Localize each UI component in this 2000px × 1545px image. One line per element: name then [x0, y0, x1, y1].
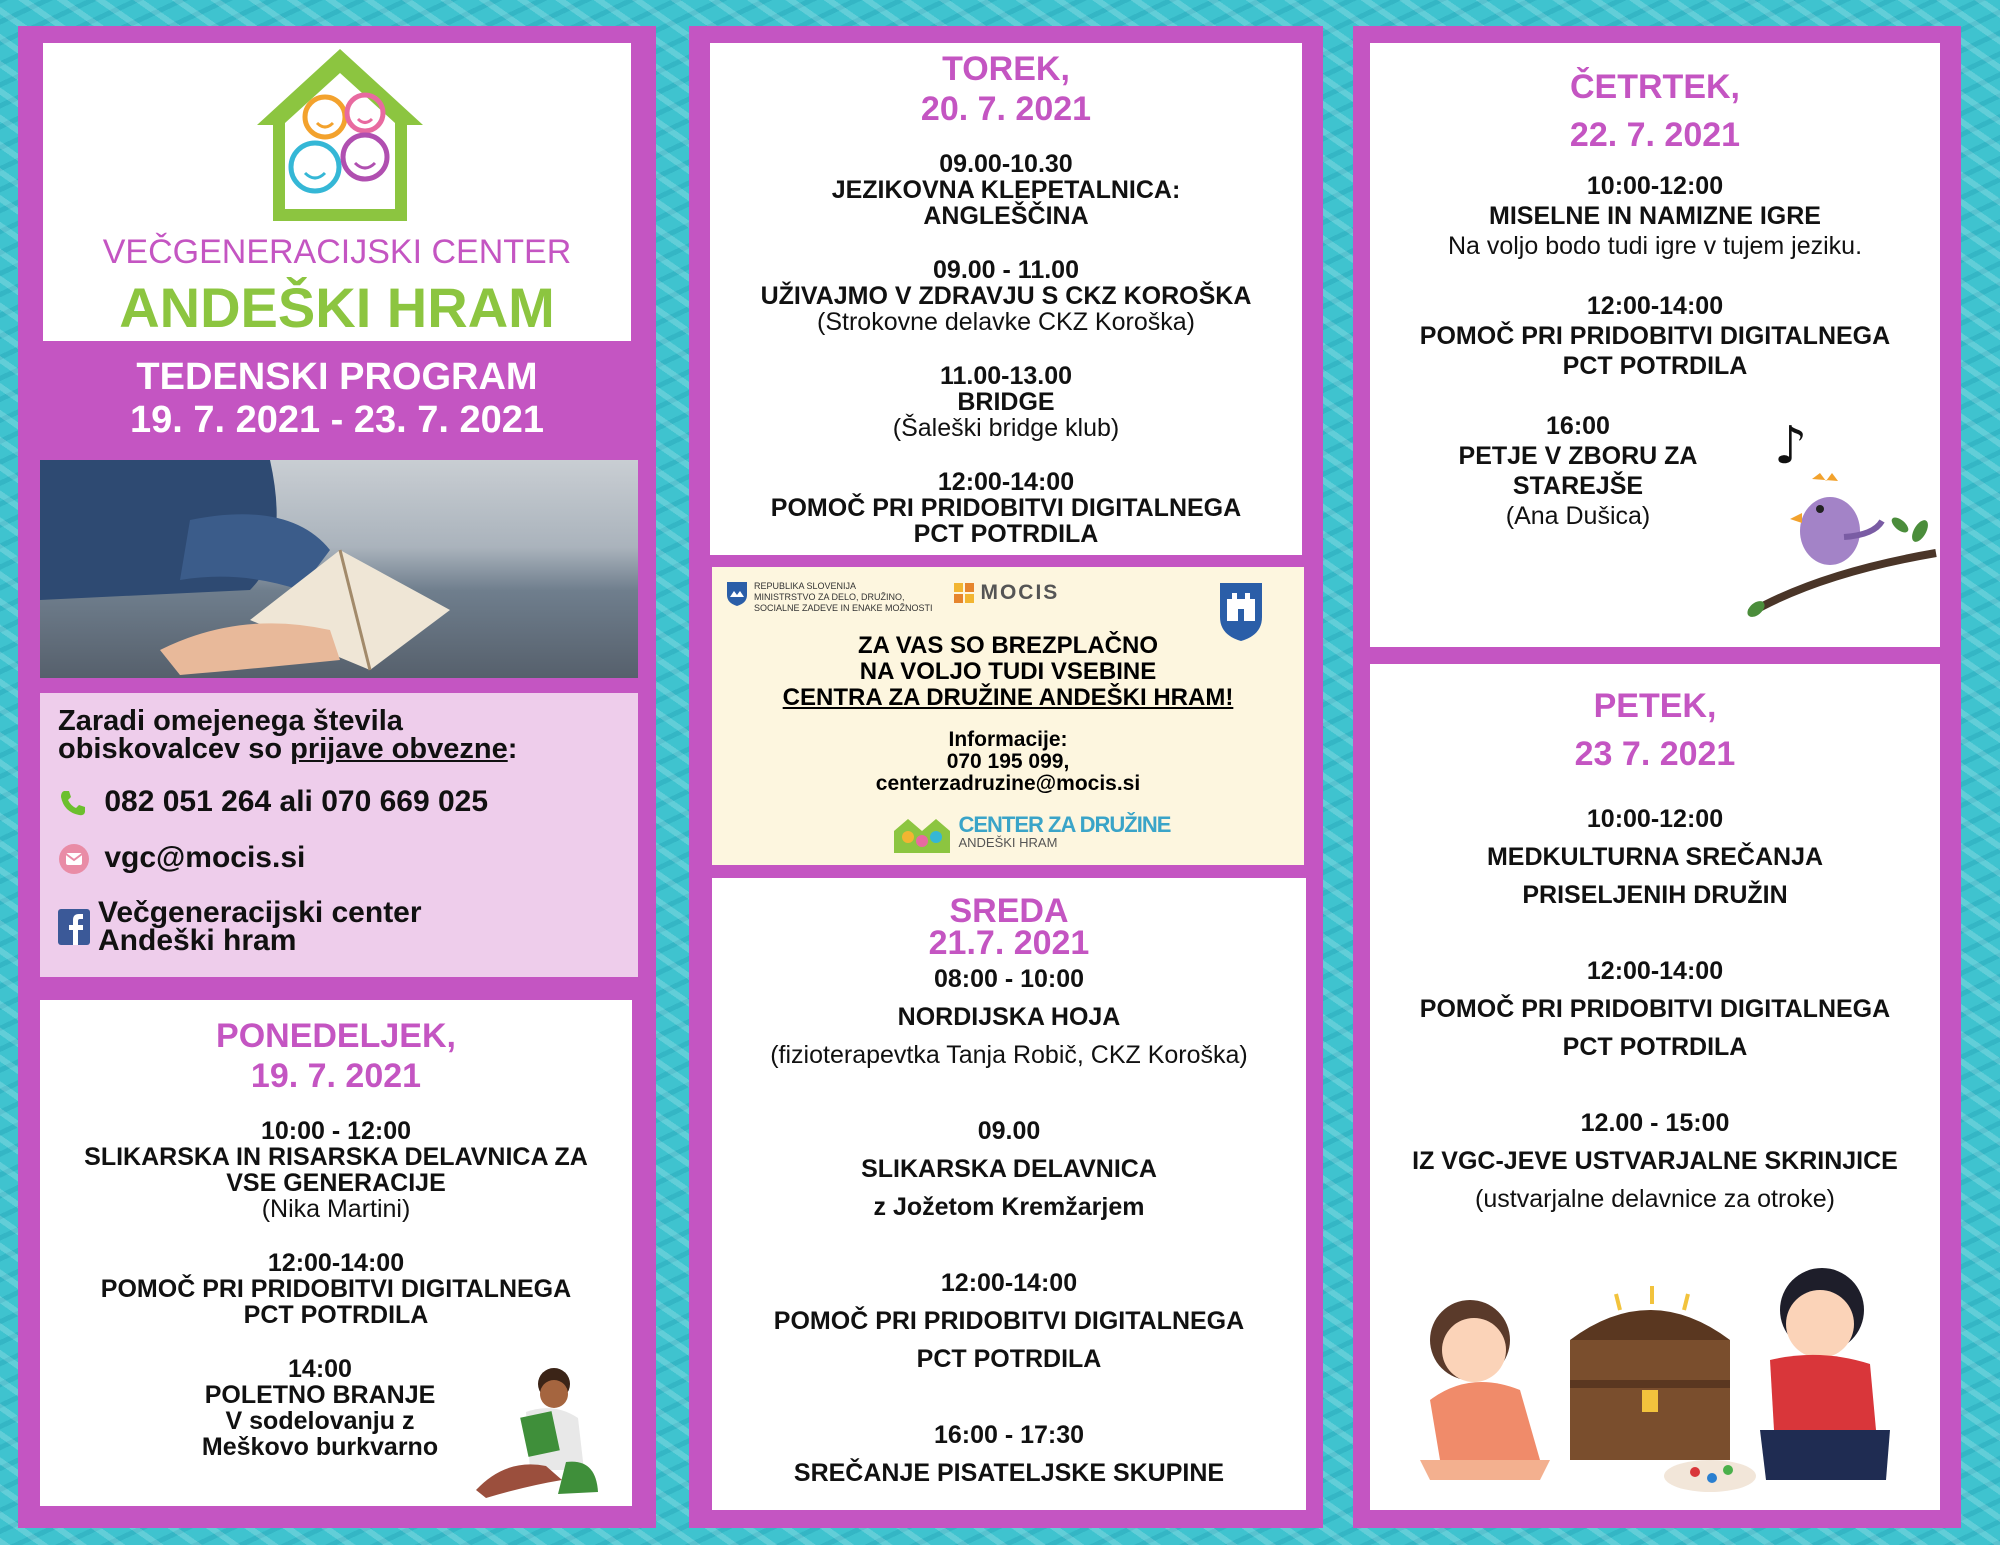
friday-date: 23 7. 2021	[1574, 735, 1736, 773]
monday-title: PONEDELJEK,	[216, 1017, 456, 1055]
mocis-message-line1: ZA VAS SO BREZPLAČNO	[857, 632, 1158, 659]
tuesday-e1-time: 09.00-10.30	[939, 150, 1073, 178]
friday-e1-title1: MEDKULTURNA SREČANJA	[1486, 843, 1824, 871]
thursday-panel	[1370, 43, 1940, 647]
cz-brand-line1: CENTER ZA DRUŽINE	[958, 812, 1171, 837]
wednesday-e4-time: 16:00 - 17:30	[933, 1421, 1085, 1449]
friday-e3-title: IZ VGC-JEVE USTVARJALNE SKRINJICE	[1412, 1147, 1898, 1175]
tuesday-e3-host: (Šaleški bridge klub)	[892, 414, 1120, 442]
facebook-page-line2[interactable]: Andeški hram	[98, 924, 297, 957]
facebook-page-line1[interactable]: Večgeneracijski center	[98, 896, 422, 929]
monday-e3-title1: POLETNO BRANJE	[204, 1381, 436, 1409]
wednesday-panel	[712, 878, 1306, 1510]
email-address[interactable]: vgc@mocis.si	[104, 841, 306, 874]
tuesday-e3-time: 11.00-13.00	[939, 362, 1073, 390]
reading-photo	[40, 460, 638, 678]
cz-brand-line2: ANDEŠKI HRAM	[958, 835, 1058, 850]
wednesday-e1-title: NORDIJSKA HOJA	[897, 1003, 1121, 1031]
friday-e2-time: 12:00-14:00	[1586, 957, 1724, 985]
thursday-date: 22. 7. 2021	[1569, 116, 1741, 154]
thursday-e3-title2: STAREJŠE	[1512, 472, 1644, 500]
wednesday-title: SREDA	[949, 892, 1069, 930]
intro-text: obiskovalcev so	[58, 733, 291, 765]
thursday-e2-title2: PCT POTRDILA	[1562, 352, 1748, 380]
contact-intro-line1: Zaradi omejenega števila	[58, 705, 403, 737]
monday-e1-title2: VSE GENERACIJE	[226, 1169, 446, 1197]
phone-icon	[58, 788, 88, 818]
wednesday-e1-host: (fizioterapevtka Tanja Robič, CKZ Koroška)	[770, 1041, 1248, 1069]
info-email[interactable]: centerzadruzine@mocis.si	[875, 772, 1141, 795]
svg-text:♪: ♪	[1774, 416, 1808, 476]
logo-panel	[43, 43, 631, 341]
phone-row	[58, 785, 488, 819]
intro-colon: :	[507, 733, 518, 765]
mocis-brand: MOCIS	[980, 581, 1060, 604]
tuesday-e1-title2: ANGLEŠČINA	[923, 202, 1089, 230]
kids-treasure-chest-illustration	[1390, 1240, 1920, 1500]
thursday-e2-time: 12:00-14:00	[1586, 292, 1724, 320]
mocis-info-box	[712, 567, 1304, 865]
registration-required-link[interactable]: prijave obvezne	[290, 733, 508, 765]
wednesday-e3-title2: PCT POTRDILA	[916, 1345, 1102, 1373]
tuesday-e4-time: 12:00-14:00	[937, 468, 1075, 496]
monday-e3-time: 14:00	[288, 1355, 352, 1383]
mocis-message-link[interactable]: CENTRA ZA DRUŽINE ANDEŠKI HRAM!	[782, 684, 1234, 711]
wednesday-e2-host: z Jožetom Kremžarjem	[873, 1193, 1145, 1221]
ministry-line3: SOCIALNE ZADEVE IN ENAKE MOŽNOSTI	[754, 603, 933, 613]
friday-e2-title1: POMOČ PRI PRIDOBITVI DIGITALNEGA	[1419, 995, 1891, 1023]
ministry-line1: REPUBLIKA SLOVENIJA	[754, 581, 857, 591]
monday-e2-title2: PCT POTRDILA	[243, 1301, 429, 1329]
email-row	[58, 841, 305, 875]
tuesday-date: 20. 7. 2021	[920, 90, 1092, 128]
thursday-e3-host: (Ana Dušica)	[1505, 502, 1651, 530]
facebook-row	[58, 896, 422, 957]
friday-e3-note: (ustvarjalne delavnice za otroke)	[1475, 1185, 1835, 1213]
monday-e3-title2: V sodelovanju z	[225, 1407, 415, 1435]
thursday-e1-title: MISELNE IN NAMIZNE IGRE	[1489, 202, 1821, 230]
friday-panel	[1370, 664, 1940, 1510]
tuesday-e4-title1: POMOČ PRI PRIDOBITVI DIGITALNEGA	[770, 494, 1242, 522]
tuesday-e2-time: 09.00 - 11.00	[933, 256, 1079, 284]
monday-e1-title1: SLIKARSKA IN RISARSKA DELAVNICA ZA	[84, 1143, 588, 1171]
wednesday-e2-time: 09.00	[977, 1117, 1041, 1145]
mocis-logo	[952, 581, 1059, 605]
monday-e3-title3: Meškovo burkvarno	[201, 1433, 439, 1461]
wednesday-e4-title: SREČANJE PISATELJSKE SKUPINE	[793, 1459, 1225, 1487]
contact-intro-line2	[58, 735, 517, 763]
tuesday-panel	[710, 43, 1302, 555]
tuesday-e2-title1: UŽIVAJMO V ZDRAVJU S CKZ KOROŠKA	[760, 282, 1252, 310]
monday-e2-title1: POMOČ PRI PRIDOBITVI DIGITALNEGA	[100, 1275, 572, 1303]
thursday-e3-title1: PETJE V ZBORU ZA	[1458, 442, 1698, 470]
program-dates: 19. 7. 2021 - 23. 7. 2021	[129, 399, 545, 441]
program-title: TEDENSKI PROGRAM	[136, 356, 538, 398]
singing-bird-illustration	[1740, 413, 1940, 633]
thursday-e2-title1: POMOČ PRI PRIDOBITVI DIGITALNEGA	[1419, 322, 1891, 350]
center-za-druzine-logo	[890, 813, 1170, 855]
friday-e2-title2: PCT POTRDILA	[1562, 1033, 1748, 1061]
tuesday-e4-title2: PCT POTRDILA	[913, 520, 1099, 548]
wednesday-date: 21.7. 2021	[928, 924, 1090, 962]
contact-intro	[58, 707, 517, 763]
thursday-e1-note: Na voljo bodo tudi igre v tujem jeziku.	[1447, 232, 1863, 260]
friday-e1-time: 10:00-12:00	[1586, 805, 1724, 833]
info-label: Informacije:	[948, 728, 1068, 751]
tuesday-e1-title1: JEZIKOVNA KLEPETALNICA:	[831, 176, 1181, 204]
friday-e3-time: 12.00 - 15:00	[1580, 1109, 1730, 1137]
phone-number[interactable]: 082 051 264 ali 070 669 025	[104, 785, 489, 818]
org-name-line1: VEČGENERACIJSKI CENTER	[102, 233, 572, 271]
monday-e2-time: 12:00-14:00	[267, 1249, 405, 1277]
facebook-icon	[58, 909, 90, 945]
thursday-e1-time: 10:00-12:00	[1586, 172, 1724, 200]
ministry-label	[754, 581, 933, 614]
reading-girl-illustration	[466, 1362, 606, 1502]
mocis-logo-icon	[952, 581, 976, 605]
thursday-title: ČETRTEK,	[1570, 68, 1740, 106]
contact-box	[40, 693, 638, 977]
info-phone[interactable]: 070 195 099,	[946, 750, 1070, 773]
tuesday-title: TOREK,	[942, 50, 1070, 88]
slovenia-coat-of-arms-icon	[726, 581, 748, 607]
friday-e1-title2: PRISELJENIH DRUŽIN	[1522, 881, 1788, 909]
wednesday-e3-title1: POMOČ PRI PRIDOBITVI DIGITALNEGA	[773, 1307, 1245, 1335]
family-house-icon	[890, 813, 954, 855]
tuesday-e2-host: (Strokovne delavke CKZ Koroška)	[817, 308, 1195, 336]
house-logo	[255, 45, 425, 225]
monday-date: 19. 7. 2021	[250, 1057, 422, 1095]
wednesday-e2-title: SLIKARSKA DELAVNICA	[861, 1155, 1157, 1183]
monday-e1-host: (Nika Martini)	[261, 1195, 411, 1223]
monday-e1-time: 10:00 - 12:00	[260, 1117, 412, 1145]
friday-title: PETEK,	[1593, 687, 1717, 725]
email-icon	[58, 843, 90, 875]
mocis-message-line2: NA VOLJO TUDI VSEBINE	[859, 658, 1157, 685]
tuesday-e3-title1: BRIDGE	[957, 388, 1055, 416]
thursday-e3-time: 16:00	[1546, 412, 1610, 440]
monday-panel	[40, 1000, 632, 1506]
wednesday-e3-time: 12:00-14:00	[940, 1269, 1078, 1297]
org-name-line2: ANDEŠKI HRAM	[119, 276, 555, 339]
ministry-line2: MINISTRSTVO ZA DELO, DRUŽINO,	[754, 592, 905, 602]
wednesday-e1-time: 08:00 - 10:00	[933, 965, 1085, 993]
